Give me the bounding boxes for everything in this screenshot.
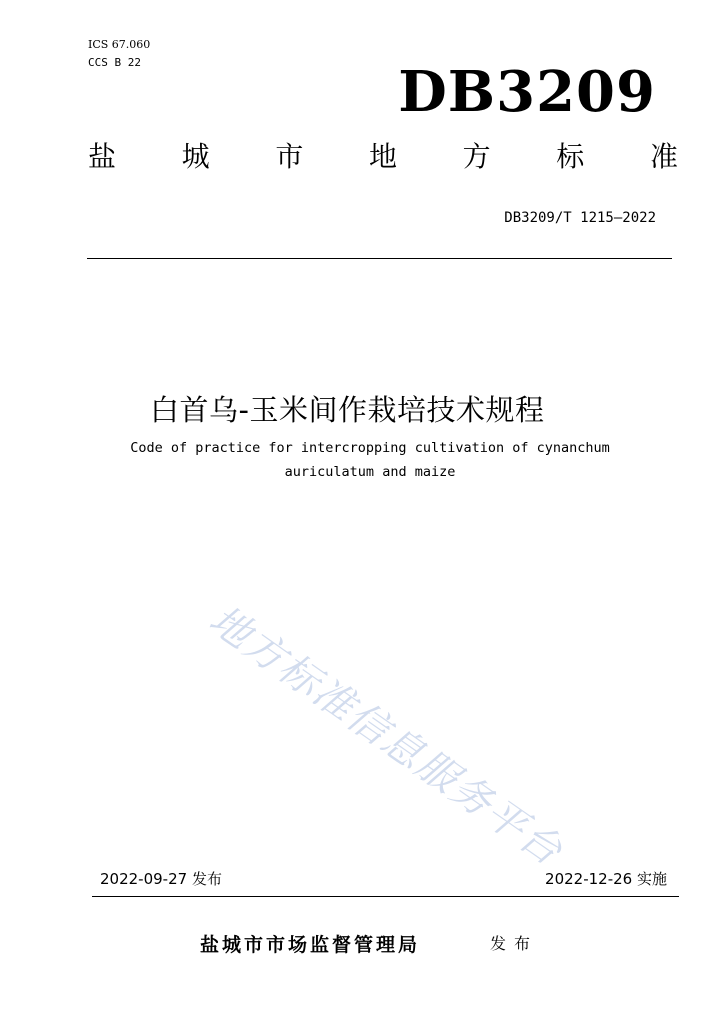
category-char: 方 xyxy=(462,140,491,173)
standard-prefix-code: DB3209 xyxy=(398,59,656,125)
title-en-line: Code of practice for intercropping cultivation of cynanchum xyxy=(130,440,610,456)
category-char: 准 xyxy=(649,140,678,173)
standard-category-heading xyxy=(88,139,678,175)
document-title-en xyxy=(80,436,660,484)
category-char: 城 xyxy=(181,140,210,173)
ics-code: ICS 67.060 xyxy=(88,38,151,51)
document-title-cn: 白首乌-玉米间作栽培技术规程 xyxy=(150,393,545,427)
footer-divider xyxy=(92,896,679,897)
watermark: 地方标准信息服务平台 xyxy=(200,596,572,876)
standard-number: DB3209/T 1215—2022 xyxy=(504,210,656,226)
title-en-line: auriculatum and maize xyxy=(284,464,456,480)
category-char: 地 xyxy=(368,140,397,173)
issue-date: 2022-09-27 发布 xyxy=(100,870,222,888)
category-char: 盐 xyxy=(88,140,117,173)
implementation-date: 2022-12-26 实施 xyxy=(545,870,667,888)
category-char: 标 xyxy=(556,140,585,173)
category-char: 市 xyxy=(275,140,304,173)
issuing-authority: 盐城市市场监督管理局 xyxy=(200,934,421,956)
header-divider xyxy=(87,258,672,259)
ccs-code: CCS B 22 xyxy=(88,56,141,69)
publish-label: 发布 xyxy=(490,934,539,953)
